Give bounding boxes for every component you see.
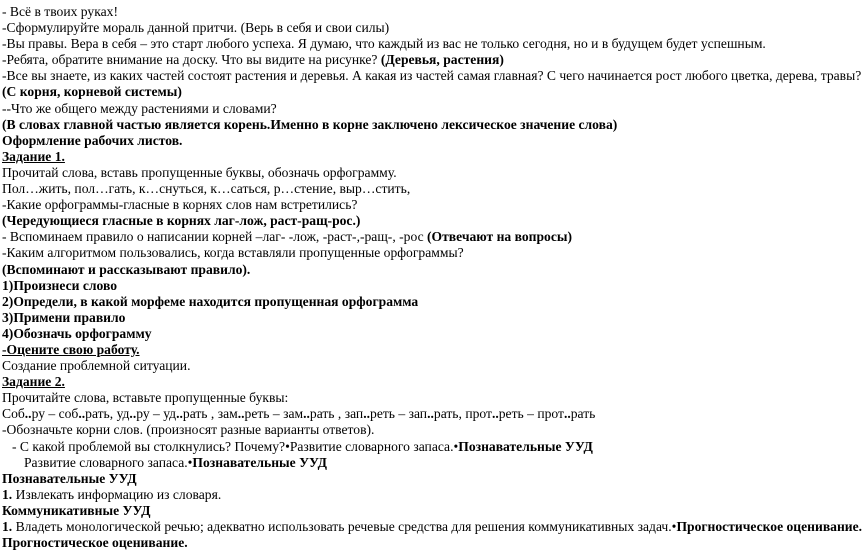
bullet-icon: • <box>285 438 290 454</box>
word-part: ру – уд <box>136 406 177 422</box>
text-line <box>2 52 816 68</box>
word-pair <box>459 406 596 421</box>
word-part: рать <box>85 406 110 422</box>
missing-letter: .. <box>491 406 499 422</box>
missing-letter: .. <box>303 406 310 422</box>
algorithm-step: 1)Произнеси слово <box>2 277 118 293</box>
bold-answer-line: (Чередующиеся гласные в корнях лаг-лож, раст-ращ-рос.) <box>2 213 361 229</box>
text-line: -Каким алгоритмом пользовались, когда вставляли пропущенные орфограммы? <box>2 245 464 261</box>
word-pair <box>2 406 110 421</box>
text-span: - С какой проблемой вы столкнулись? Почему? <box>12 438 286 454</box>
word-part: реть – зап <box>370 406 428 422</box>
word-pair <box>208 406 335 421</box>
text-span: -Ребята, обратите внимание на доску. Что вы видите на рисунке? <box>2 52 381 68</box>
text-span: Извлекать информацию из словаря. <box>12 486 222 502</box>
task-heading: Задание 1. <box>2 148 65 164</box>
text-line <box>2 519 862 535</box>
word-part: , прот <box>458 406 492 422</box>
task-heading: Задание 2. <box>2 374 65 390</box>
missing-letter: .. <box>78 406 86 422</box>
algorithm-step: 2)Определи, в какой морфеме находится пропущенная орфограмма <box>2 293 419 309</box>
bold-answer: (Отвечают на вопросы) <box>427 229 573 245</box>
word-pair <box>110 406 208 421</box>
text-span: - Вспоминаем правило о написании корней –лаг- -лож, -раст-,-ращ-, -рос <box>2 229 428 245</box>
text-line <box>2 455 816 471</box>
bold-answer-line: (С корня, корневой системы) <box>2 84 182 100</box>
missing-letter: .. <box>363 406 371 422</box>
word-part: рать <box>182 406 208 422</box>
word-part: , зам <box>207 406 238 422</box>
word-part: рать <box>309 406 335 422</box>
bold-label: Познавательные УУД <box>458 438 593 454</box>
text-line: - Всё в твоих руках! <box>2 4 118 19</box>
text-line: --Что же общего между растениями и словами? <box>2 100 277 116</box>
self-assessment-heading: -Оцените свою работу. <box>2 341 140 357</box>
text-line: -Сформулируйте мораль данной притчи. (Верь в себя и свои силы) <box>2 20 390 36</box>
text-span: Развитие словарного запаса. <box>289 438 454 454</box>
text-line: -Какие орфограммы-гласные в корнях слов нам встретились? <box>2 197 358 213</box>
text-line: -Обозначьте корни слов. (произносят разные варианты ответов). <box>2 422 375 438</box>
algorithm-step: 3)Примени правило <box>2 309 126 325</box>
word-pair <box>335 406 459 421</box>
uud-heading: Коммуникативные УУД <box>2 502 151 518</box>
exercise-words: Пол…жить, пол…гать, к…снуться, к…саться, р…стение, выр…стить, <box>2 181 411 197</box>
text-line: Прочитай слова, вставь пропущенные буквы, обозначь орфограмму. <box>2 164 397 180</box>
section-heading: Оформление рабочих листов. <box>2 132 183 148</box>
word-part: рать <box>433 406 459 422</box>
bold-answer-line: (В словах главной частью является корень.Именно в корне заключено лексическое значение слова) <box>2 116 618 132</box>
text-line <box>2 487 816 503</box>
missing-letter: .. <box>563 406 571 422</box>
text-line <box>2 439 816 455</box>
word-part: , уд <box>109 406 130 422</box>
word-part: Соб <box>2 406 25 422</box>
missing-letter: .. <box>427 406 434 422</box>
word-part: ру – соб <box>31 406 79 422</box>
text-line: Создание проблемной ситуации. <box>2 358 191 374</box>
bold-answer-line: (Вспоминают и рассказывают правило). <box>2 261 251 277</box>
text-span: Развитие словарного запаса. <box>24 454 188 470</box>
text-span: Владеть монологической речью; адекватно использовать речевые средства для решения коммуникативных задач. <box>12 519 672 534</box>
bold-label: Познавательные УУД <box>192 454 328 470</box>
word-part: , зап <box>334 406 364 422</box>
word-part: реть – зам <box>244 406 304 422</box>
text-line <box>2 229 816 245</box>
exercise-words-task2 <box>2 406 816 422</box>
bullet-icon: • <box>453 438 459 454</box>
missing-letter: .. <box>129 406 137 422</box>
missing-letter: .. <box>176 406 183 422</box>
algorithm-step: 4)Обозначь орфограмму <box>2 325 152 341</box>
bold-label: Прогностическое оценивание. <box>676 519 862 534</box>
bold-answer: (Деревья, растения) <box>380 52 504 68</box>
text-line: Прочитайте слова, вставьте пропущенные буквы: <box>2 390 289 406</box>
bullet-icon: • <box>671 519 677 534</box>
uud-heading: Познавательные УУД <box>2 470 137 486</box>
bullet-icon: • <box>187 454 193 470</box>
text-line: -Все вы знаете, из каких частей состоят растения и деревья. А какая из частей самая главная? С чего начинается рост любого цветка, дерева, травы? <box>2 68 862 84</box>
item-number: 1. <box>2 486 13 502</box>
text-line: -Вы правы. Вера в себя – это старт любого успеха. Я думаю, что каждый из вас не только сегодня, но и в будущем будет успешным. <box>2 36 766 52</box>
missing-letter: .. <box>24 406 32 422</box>
word-part: рать <box>570 406 596 422</box>
missing-letter: .. <box>237 406 245 422</box>
word-part: реть – прот <box>498 406 564 422</box>
bold-label-line: Прогностическое оценивание. <box>2 535 188 551</box>
item-number: 1. <box>2 519 13 534</box>
